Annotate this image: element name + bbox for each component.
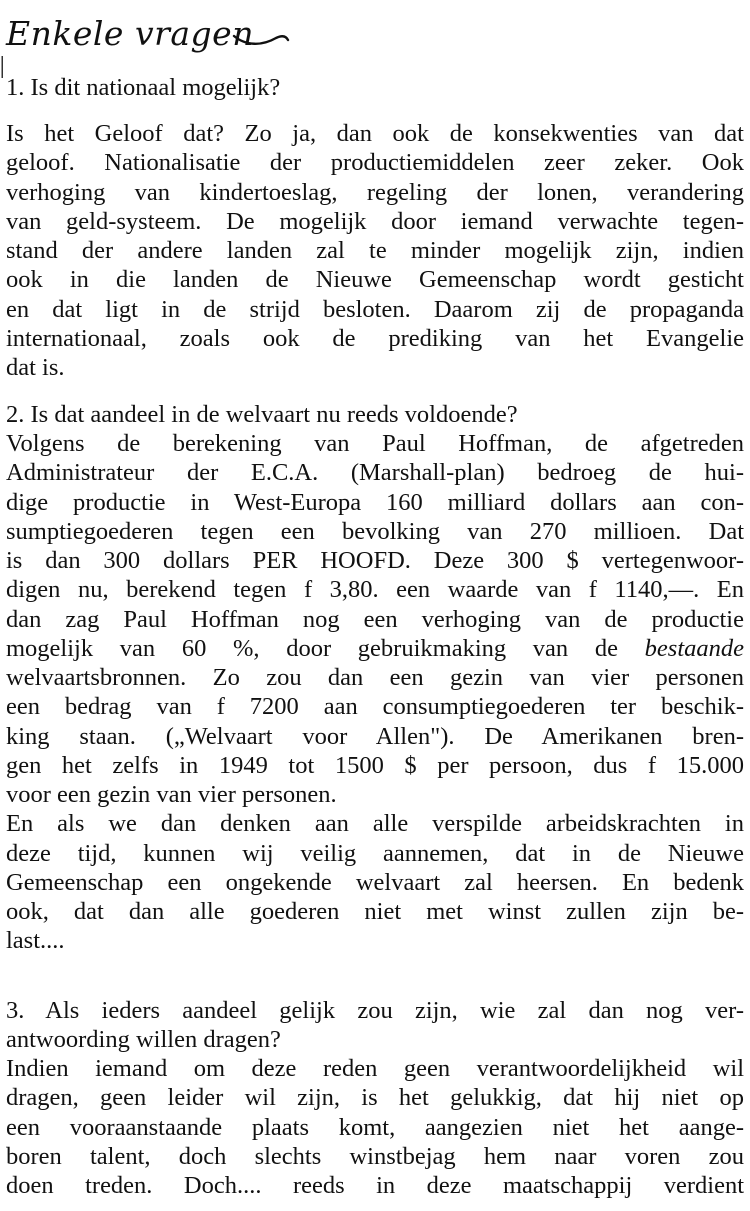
answer-2-line: last....: [6, 927, 65, 955]
question-3-heading: [6, 996, 744, 1055]
answer-2-line: Administrateur der E.C.A. (Marshall-plan) bedroeg de hui-: [6, 459, 744, 487]
answer-2-line: dige productie in West-Europa 160 milliard dollars aan con-: [6, 488, 744, 516]
answer-2-line: Volgens de berekening van Paul Hoffman, de afgetreden: [6, 430, 744, 457]
answer-2-line: welvaartsbronnen. Zo zou dan een gezin van vier personen: [6, 664, 744, 691]
answer-1-body: [6, 119, 744, 382]
answer-2-line: een bedrag van f 7200 aan consumptiegoederen ter beschik-: [6, 693, 744, 721]
answer-2-line: sumptiegoederen tegen een bevolking van 270 millioen. Dat: [6, 517, 744, 545]
answer-2-line: dan zag Paul Hoffman nog een verhoging van de productie: [6, 605, 744, 633]
answer-3-line: doen treden. Doch.... reeds in deze maatschappij verdient: [6, 1172, 744, 1199]
answer-1-line: geloof. Nationalisatie der productiemiddelen zeer zeker. Ook: [6, 149, 744, 177]
question-3-heading-line: antwoording willen dragen?: [6, 1026, 281, 1054]
emphasized-word: bestaande: [644, 634, 745, 662]
answer-3-line: dragen, geen leider wil zijn, is het gelukkig, dat hij niet op: [6, 1084, 744, 1112]
answer-3-line: Indien iemand om deze reden geen verantwoordelijkheid wil: [6, 1055, 744, 1082]
answer-2-line: deze tijd, kunnen wij veilig aannemen, dat in de Nieuwe: [6, 839, 744, 867]
answer-2-line: is dan 300 dollars PER HOOFD. Deze 300 $ vertegenwoor-: [6, 547, 744, 574]
answer-1-line: en dat ligt in de strijd besloten. Daarom zij de propaganda: [6, 295, 744, 323]
answer-2-line: Gemeenschap een ongekende welvaart zal heersen. En bedenk: [6, 868, 744, 896]
answer-2-line: En als we dan denken aan alle verspilde arbeidskrachten in: [6, 810, 744, 838]
answer-3-body: [6, 1054, 744, 1200]
answer-2-line: gen het zelfs in 1949 tot 1500 $ per persoon, dus f 15.000: [6, 751, 744, 779]
question-1-heading: 1. Is dit nationaal mogelijk?: [6, 74, 281, 101]
answer-1-line: stand der andere landen zal te minder mogelijk zijn, indien: [6, 237, 744, 264]
page-title: Enkele vragen: [6, 14, 254, 53]
answer-2-line: digen nu, berekend tegen f 3,80. een waarde van f 1140,—. En: [6, 576, 744, 604]
answer-1-line: internationaal, zoals ook de prediking van het Evangelie: [6, 324, 744, 352]
answer-2-line: voor een gezin van vier personen.: [6, 781, 337, 808]
answer-2-line: ook, dat dan alle goederen niet met winst zullen zijn be-: [6, 898, 744, 925]
question-3-heading-line: 3. Als ieders aandeel gelijk zou zijn, wie zal dan nog ver-: [6, 997, 744, 1024]
answer-3-line: een vooraanstaande plaats komt, aangezien niet het aange-: [6, 1113, 744, 1141]
answer-1-line: dat is.: [6, 354, 65, 381]
title-flourish: [232, 30, 292, 50]
answer-2-line: king staan. („Welvaart voor Allen"). De Amerikanen bren-: [6, 722, 744, 750]
answer-2-line-emphasis: [6, 634, 744, 663]
question-2-heading: 2. Is dat aandeel in de welvaart nu reeds voldoende?: [6, 401, 518, 428]
answer-1-line: verhoging van kindertoeslag, regeling der lonen, verandering: [6, 178, 744, 206]
margin-mark: [1, 56, 4, 78]
answer-2-line-text: mogelijk van 60 %, door gebruikmaking van de: [6, 634, 618, 662]
answer-1-line: Is het Geloof dat? Zo ja, dan ook de konsekwenties van dat: [6, 120, 744, 147]
answer-1-line: van geld-systeem. De mogelijk door iemand verwachte tegen-: [6, 207, 744, 235]
answer-3-line: boren talent, doch slechts winstbejag hem naar voren zou: [6, 1142, 744, 1170]
answer-2-body: [6, 429, 744, 956]
answer-1-line: ook in die landen de Nieuwe Gemeenschap wordt gesticht: [6, 266, 744, 294]
